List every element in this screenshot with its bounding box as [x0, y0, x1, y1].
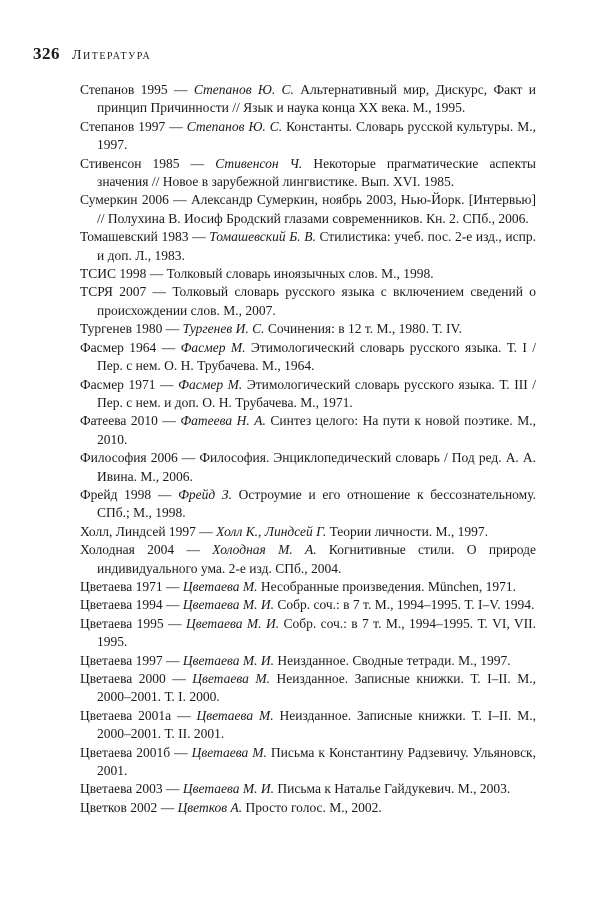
entry-description: Письма к Наталье Гайдукевич. М., 2003.	[274, 781, 511, 797]
entry-dash: —	[170, 744, 192, 760]
entry-description: Сочинения: в 12 т. М., 1980. Т. IV.	[264, 321, 462, 337]
entry-description: Собр. соч.: в 7 т. М., 1994–1995. Т. VI, VII. 1995.	[97, 615, 537, 650]
bibliography-entry	[80, 780, 536, 798]
entry-author: Томашевский Б. В.	[209, 229, 316, 245]
bibliography-entry	[80, 578, 536, 596]
bibliography-entry	[80, 320, 536, 338]
entry-author: Фатеева Н. А.	[180, 413, 266, 429]
entry-description: Некоторые прагматические аспекты значения // Новое в зарубежной лингвистике. Вып. XVI. 1985.	[97, 155, 536, 190]
entry-description: Этимологический словарь русского языка. Т. I / Пер. с нем. О. Н. Трубачева. М., 1964.	[97, 339, 537, 374]
entry-dash: —	[165, 118, 187, 134]
entry-key: Тургенев 1980	[80, 321, 163, 337]
entry-dash: —	[167, 82, 194, 97]
entry-description: Неизданное. Сводные тетради. М., 1997.	[274, 652, 511, 668]
entry-dash: —	[177, 450, 200, 466]
bibliography-entry	[80, 652, 536, 670]
entry-description: Синтез целого: На пути к новой поэтике. М., 2010.	[97, 413, 536, 447]
entry-dash: —	[155, 376, 179, 392]
entry-description: Несобранные произведения. München, 1971.	[257, 578, 516, 594]
bibliography-entry	[80, 283, 536, 320]
entry-author: Цветаева М.	[192, 671, 270, 686]
entry-key: ТСИС 1998	[80, 266, 147, 282]
entry-author: Стивенсон Ч.	[215, 155, 303, 171]
entry-author: Фасмер М.	[178, 376, 243, 392]
entry-key: Цветаева 1971	[80, 578, 163, 594]
entry-author: Фасмер М.	[180, 339, 246, 355]
entry-author: Цветаева М. И.	[182, 652, 274, 668]
entry-key: Цветаева 2003	[80, 781, 163, 797]
entry-dash: —	[146, 266, 167, 282]
entry-author: Цветаева М. И.	[182, 597, 274, 613]
entry-description: Константы. Словарь русской культуры. М., 1997.	[97, 118, 536, 153]
entry-key: Цветаева 2001а	[80, 707, 172, 723]
entry-dash: —	[163, 615, 186, 631]
entry-description: Письма к Константину Радзевичу. Ульяновск, 2001.	[97, 744, 536, 779]
entry-dash: —	[162, 652, 183, 668]
entry-key: Степанов 1997	[80, 118, 166, 134]
bibliography-entry	[80, 799, 536, 817]
entry-key: Цветаева 1994	[80, 597, 163, 613]
entry-description: Этимологический словарь русского языка. Т. III / Пер. с нем. и доп. О. Н. Трубачева. М., 1971.	[97, 376, 536, 410]
entry-key: Цветаева 2001б	[80, 744, 171, 760]
entry-author: Холл К., Линдсей Г.	[216, 523, 327, 539]
entry-key: Сумеркин 2006	[80, 192, 169, 208]
bibliography-entry	[80, 744, 536, 781]
entry-author: Цветаева М.	[191, 744, 267, 760]
entry-key: Цветков 2002	[80, 799, 158, 815]
entry-key: Цветаева 1995	[80, 615, 164, 631]
entry-author: Цветаева М.	[182, 578, 258, 594]
entry-key: Философия 2006	[80, 450, 178, 466]
bibliography-entry	[80, 412, 536, 449]
bibliography-entry	[80, 615, 536, 652]
entry-description: Альтернативный мир, Дискурс, Факт и принцип Причинности // Язык и наука конца XX века. М., 1995.	[97, 82, 537, 116]
page-number: 326	[33, 44, 60, 63]
entry-dash: —	[156, 339, 181, 355]
entry-key: Холодная 2004	[80, 542, 175, 558]
entry-description: Собр. соч.: в 7 т. М., 1994–1995. Т. I–V. 1994.	[274, 597, 535, 613]
bibliography-entry	[80, 118, 536, 155]
entry-author: Холодная М. А.	[212, 542, 317, 558]
bibliography-entry	[80, 228, 536, 265]
entry-description: Просто голос. М., 2002.	[242, 799, 382, 815]
entry-key: Фатеева 2010	[80, 413, 158, 429]
entry-dash: —	[162, 781, 183, 797]
entry-author: Тургенев И. С.	[182, 321, 265, 337]
bibliography-entry	[80, 191, 536, 228]
entry-dash: —	[165, 671, 193, 686]
entry-dash: —	[157, 413, 181, 429]
entry-dash: —	[195, 523, 217, 539]
entry-key: Цветаева 2000	[80, 671, 166, 686]
running-head	[33, 44, 151, 64]
entry-dash: —	[162, 321, 183, 337]
entry-author: Степанов Ю. С.	[193, 82, 294, 97]
bibliography-entry	[80, 670, 536, 707]
entry-dash: —	[146, 284, 173, 300]
entry-description: Толковый словарь иноязычных слов. М., 1998.	[166, 266, 434, 282]
entry-dash: —	[188, 229, 210, 245]
entry-description: Неизданное. Записные книжки. Т. I–II. М., 2000–2001. Т. II. 2001.	[97, 707, 537, 742]
bibliography-entry	[80, 523, 536, 541]
entry-key: Степанов 1995	[80, 82, 168, 97]
entry-key: Томашевский 1983	[80, 229, 189, 245]
entry-author: Цветаева М.	[196, 707, 274, 723]
entry-description: Теории личности. М., 1997.	[326, 523, 489, 539]
entry-dash: —	[157, 799, 178, 815]
entry-key: Цветаева 1997	[80, 652, 163, 668]
bibliography-entry	[80, 376, 536, 413]
entry-description: Остроумие и его отношение к бессознательному. СПб.; М., 1998.	[97, 486, 536, 521]
entry-description: Стилистика: учеб. пос. 2-е изд., испр. и доп. Л., 1983.	[97, 229, 536, 263]
entry-key: ТСРЯ 2007	[80, 284, 147, 300]
entry-dash: —	[174, 542, 213, 558]
entry-key: Фасмер 1971	[80, 376, 156, 392]
entry-dash: —	[179, 155, 216, 171]
entry-author: Цветков А.	[177, 799, 243, 815]
entry-description: Александр Сумеркин, ноябрь 2003, Нью-Йорк. [Интервью] // Полухина В. Иосиф Бродский глазами современников. Кн. 2. СПб., 2006.	[97, 192, 536, 226]
bibliography-entry	[80, 707, 536, 744]
section-title: Литература	[72, 48, 152, 63]
entry-description: Философия. Энциклопедический словарь / Под ред. А. А. Ивина. М., 2006.	[97, 450, 536, 484]
bibliography-entry	[80, 541, 536, 578]
entry-description: Когнитивные стили. О природе индивидуального ума. 2-е изд. СПб., 2004.	[97, 542, 536, 576]
entry-description: Толковый словарь русского языка с включением сведений о происхождении слов. М., 2007.	[97, 284, 536, 318]
entry-description: Неизданное. Записные книжки. Т. I–II. М., 2000–2001. Т. I. 2000.	[97, 671, 536, 705]
entry-dash: —	[162, 597, 183, 613]
entry-dash: —	[171, 707, 197, 723]
bibliography-entry	[80, 81, 536, 118]
entry-dash: —	[168, 192, 191, 208]
bibliography-list	[80, 81, 536, 817]
entry-key: Холл, Линдсей 1997	[80, 523, 196, 539]
entry-key: Фрейд 1998	[80, 486, 152, 502]
bibliography-entry	[80, 155, 536, 192]
entry-author: Фрейд З.	[178, 486, 232, 502]
entry-author: Цветаева М. И.	[185, 615, 280, 631]
entry-author: Степанов Ю. С.	[186, 118, 283, 134]
bibliography-entry	[80, 339, 536, 376]
entry-dash: —	[151, 486, 179, 502]
bibliography-entry	[80, 449, 536, 486]
entry-key: Фасмер 1964	[80, 339, 157, 355]
entry-author: Цветаева М. И.	[182, 781, 274, 797]
entry-dash: —	[162, 578, 183, 594]
bibliography-entry	[80, 265, 536, 283]
entry-key: Стивенсон 1985	[80, 155, 180, 171]
bibliography-entry	[80, 596, 536, 614]
bibliography-entry	[80, 486, 536, 523]
